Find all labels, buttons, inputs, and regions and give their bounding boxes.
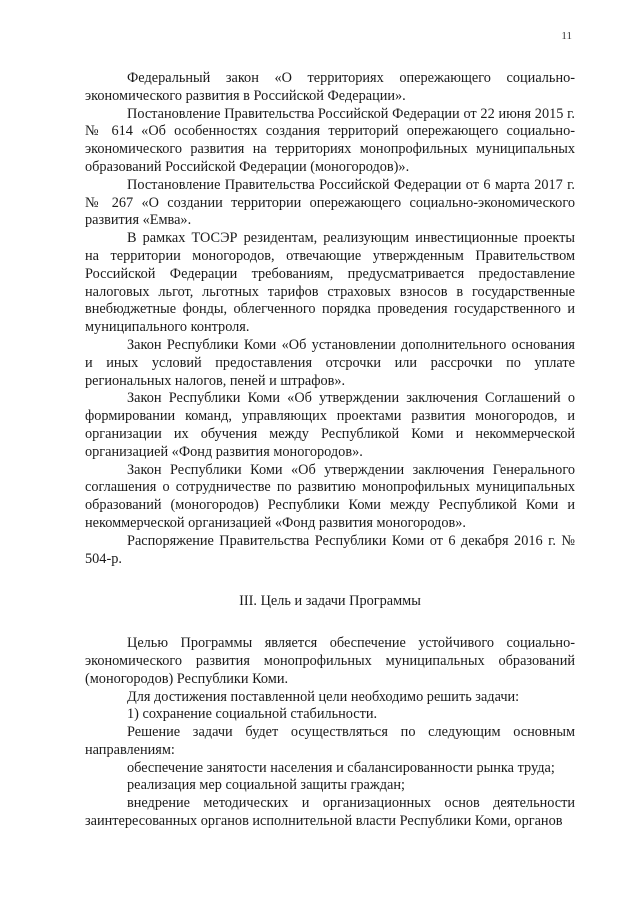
paragraph-resolution-614: Постановление Правительства Российской Федерации от 22 июня 2015 г. № 614 «Об особенностях создания территорий опережающего социально-экономического развития на территориях монопрофильных муниципальных образований Российской Федерации (моногородов)». xyxy=(85,105,575,175)
paragraph-direction-employment: обеспечение занятости населения и сбалансированности рынка труда; xyxy=(127,759,555,776)
document-body xyxy=(85,70,575,831)
paragraph-komi-law-general-agreement: Закон Республики Коми «Об утверждении заключения Генерального соглашения о сотрудничестве по развитию монопрофильных муниципальных образований (моногородов) Республики Коми между Республикой Коми и некоммерческой организацией «Фонд развития моногородов». xyxy=(85,461,575,531)
paragraph-directions-intro: Решение задачи будет осуществляться по следующим основным направлениям: xyxy=(85,724,575,758)
paragraph-task-1: 1) сохранение социальной стабильности. xyxy=(127,706,378,723)
paragraph-tosed-residents: В рамках ТОСЭР резидентам, реализующим инвестиционные проекты на территории моногородов, отвечающие утвержденным Правительством Российской Федерации требованиям, предусматривается предоставление налоговых льгот, льготных тарифов страховых взносов в государственные внебюджетные фонды, облегченного порядка проведения государственного и муниципального контроля. xyxy=(85,230,575,336)
paragraph-direction-methodical: внедрение методических и организационных основ деятельности заинтересованных органов исполнительной власти Республики Коми, органов xyxy=(85,795,575,830)
paragraph-komi-law-deferral: Закон Республики Коми «Об установлении дополнительного основания и иных условий предоставления отсрочки или рассрочки по уплате региональных налогов, пеней и штрафов». xyxy=(85,336,575,389)
paragraph-tasks-intro: Для достижения поставленной цели необходимо решить задачи: xyxy=(127,688,520,705)
page-number: 11 xyxy=(561,30,572,42)
paragraph-federal-law: Федеральный закон «О территориях опережающего социально-экономического развития в Российской Федерации». xyxy=(85,70,575,104)
paragraph-komi-order-504: Распоряжение Правительства Республики Коми от 6 декабря 2016 г. № 504-р. xyxy=(85,532,575,567)
paragraph-direction-social-protection: реализация мер социальной защиты граждан; xyxy=(127,777,405,794)
paragraph-program-goal: Целью Программы является обеспечение устойчивого социально-экономического развития монопрофильных муниципальных образований (моногородов) Республики Коми. xyxy=(85,635,575,687)
paragraph-resolution-267: Постановление Правительства Российской Федерации от 6 марта 2017 г. № 267 «О создании территории опережающего социально-экономического развития «Емва». xyxy=(85,176,575,229)
paragraph-komi-law-teams: Закон Республики Коми «Об утверждении заключения Соглашений о формировании команд, управляющих проектами развития моногородов, и организации их обучения между Республикой Коми и некоммерческой организацией «Фонд развития моногородов». xyxy=(85,390,575,460)
section-heading: III. Цель и задачи Программы xyxy=(239,593,421,610)
